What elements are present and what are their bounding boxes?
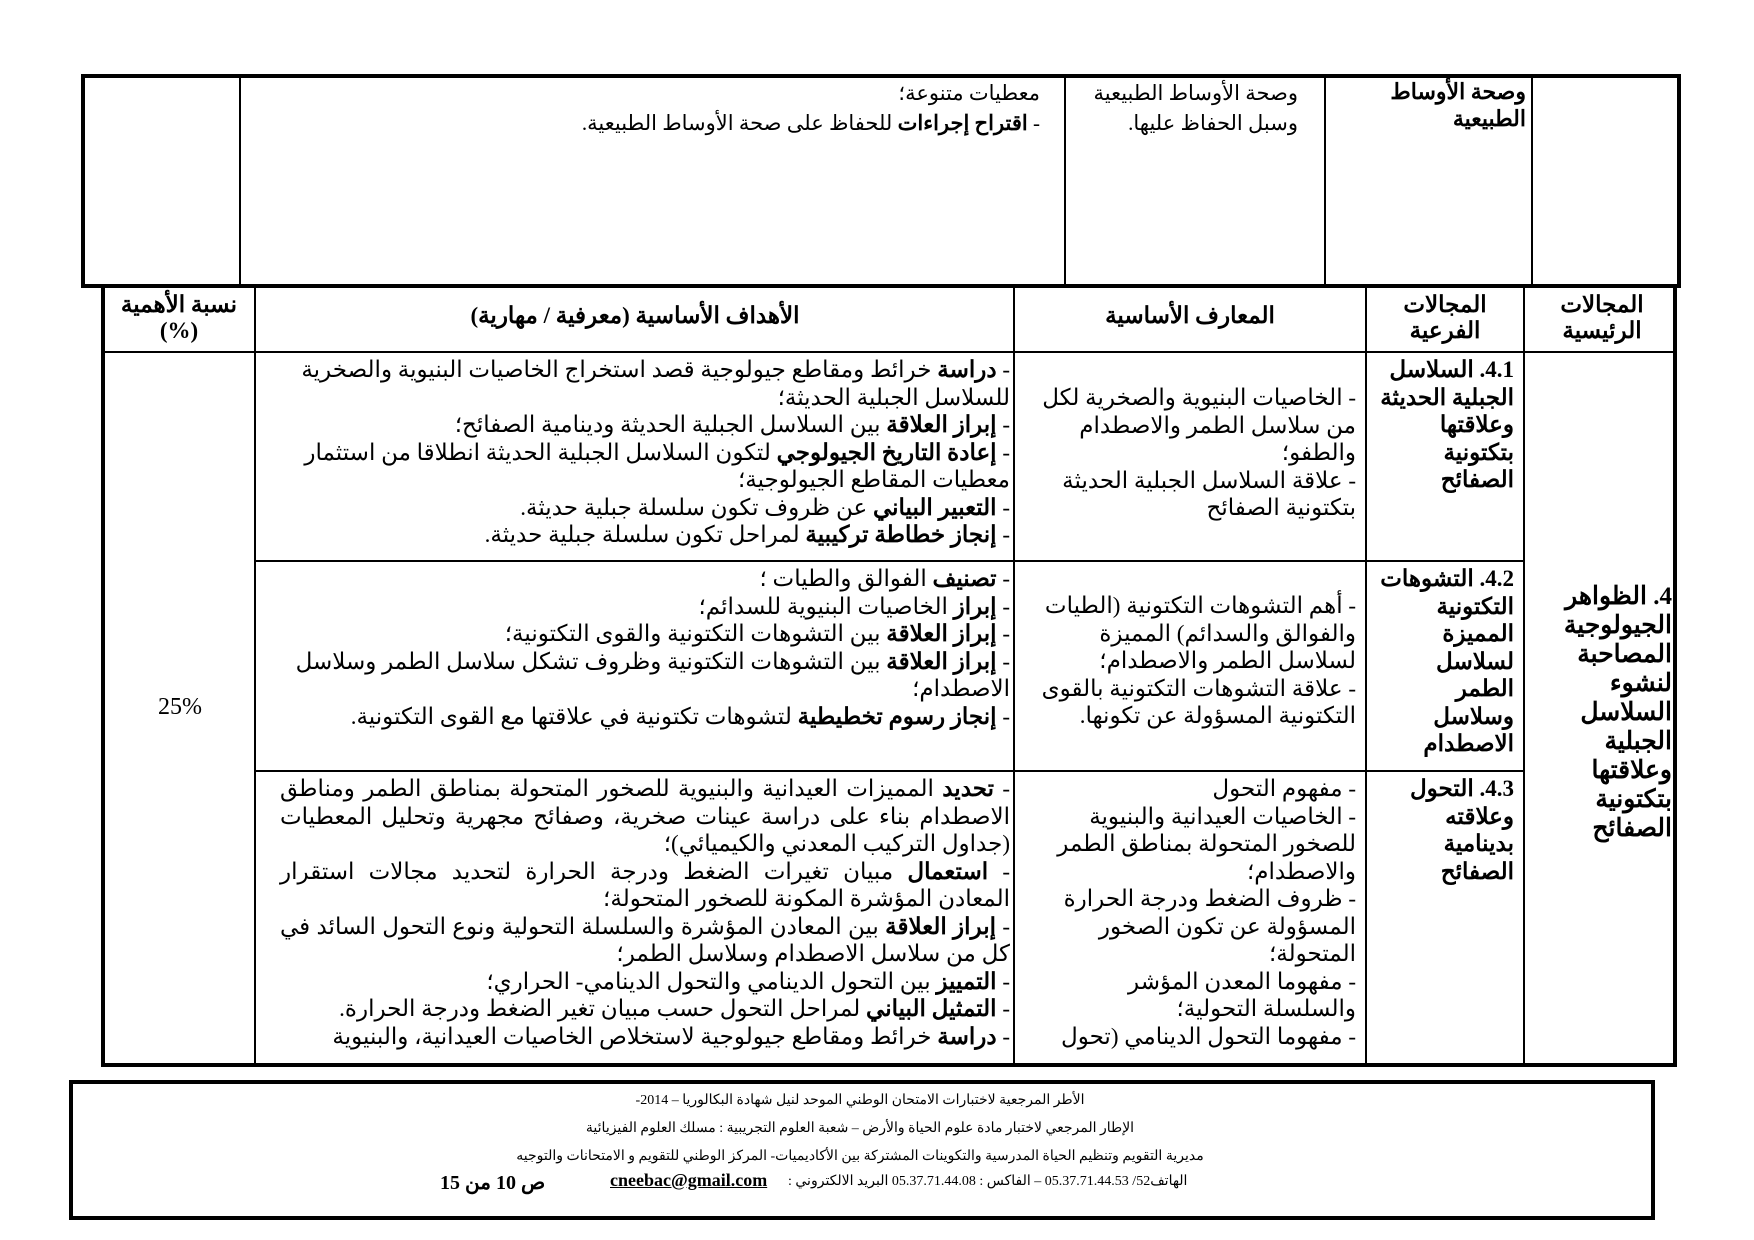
objective-line: - دراسة خرائط ومقاطع جيولوجية قصد استخراج الخاصيات البنيوية والصخرية للسلاسل الجبلية الحديثة؛ (301, 357, 1010, 410)
objective-line: - اقتراح إجراءات للحفاظ على صحة الأوساط الطبيعية. (581, 111, 1040, 135)
objective-line: - إنجاز رسوم تخطيطية لتشوهات تكتونية في علاقتها مع القوى التكتونية. (350, 703, 1010, 729)
objective-line: - التعبير البياني عن ظروف تكون سلسلة جبلية حديثة. (520, 494, 1010, 520)
knowledge-line: - مفهوم التحول (1212, 776, 1356, 801)
objective-line: - استعمال مبيان تغيرات الضغط ودرجة الحرارة لتحديد مجالات استقرار المعادن المؤشرة المكونة للصخور المتحولة؛ (280, 858, 1010, 911)
knowledge-4-2 (1030, 592, 1356, 730)
top-subdomain-cell: وصحة الأوساط الطبيعية وسبل الحفاظ عليها. (1093, 81, 1298, 135)
knowledge-line: - علاقة السلاسل الجبلية الحديثة بتكتونية الصفائح (1062, 467, 1356, 520)
objective-line: - إبراز العلاقة بين التشوهات التكتونية والقوى التكتونية؛ (504, 621, 1010, 646)
footer-line-2: الإطار المرجعي لاختبار مادة علوم الحياة والأرض – شعبة العلوم التجريبية : مسلك العلوم الفيزيائية (585, 1121, 1135, 1136)
objective-line: - دراسة خرائط ومقاطع جيولوجية لاستخلاص الخاصيات العيدانية، والبنيوية (332, 1023, 1010, 1049)
footer (90, 1087, 1630, 1171)
header-objectives: الأهداف الأساسية (معرفية / مهارية) (470, 303, 800, 328)
objectives-4-1 (280, 356, 1010, 549)
top-objectives-cell (300, 78, 1040, 138)
objectives-4-3 (280, 775, 1010, 1050)
objectives-4-2 (280, 565, 1010, 730)
page-number: ص 10 من 15 (440, 1172, 546, 1194)
sub-domain-4-3: 4.3. التحول وعلاقته بدينامية الصفائح (1409, 776, 1514, 884)
knowledge-line: - الخاصيات العيدانية والبنيوية للصخور المتحولة بمناطق الطمر والاصطدام؛ (1057, 803, 1356, 884)
footer-contact-row (440, 1170, 1280, 1200)
email-link[interactable]: cneebac@gmail.com (610, 1170, 768, 1190)
objective-line: - التمثيل البياني لمراحل التحول حسب مبيان تغير الضغط ودرجة الحرارة. (339, 996, 1010, 1021)
objective-line: - تصنيف الفوالق والطيات ؛ (759, 566, 1010, 591)
knowledge-4-1 (1030, 384, 1356, 522)
header-weight: نسبة الأهمية (%) (120, 292, 238, 343)
footer-line-3: مديرية التقويم وتنظيم الحياة المدرسية والتكوينات المشتركة بين الأكاديميات- المركز الوطني للتقويم و الامتحانات والتوجيه (516, 1149, 1204, 1164)
objective-line: - إنجاز خطاطة تركيبية لمراحل تكون سلسلة جبلية حديثة. (484, 522, 1010, 547)
footer-contact: الهاتف52/ 05.37.71.44.53 – الفاكس : 05.37.71.44.08 البريد الالكتروني : (788, 1174, 1188, 1189)
knowledge-line: - الخاصيات البنيوية والصخرية لكل من سلاسل الطمر والاصطدام والطفو؛ (1042, 385, 1356, 465)
objective-line: - إبراز الخاصيات البنيوية للسدائم؛ (698, 593, 1010, 619)
top-domain-cell: وصحة الأوساط الطبيعية (1390, 79, 1526, 131)
objective-line: - إبراز العلاقة بين التشوهات التكتونية وظروف تشكل سلاسل الطمر وسلاسل الاصطدام؛ (295, 648, 1010, 701)
knowledge-line: - أهم التشوهات التكتونية (الطيات والفوالق والسدائم) المميزة لسلاسل الطمر والاصطدام؛ (1044, 593, 1356, 673)
objective-line: - إبراز العلاقة بين المعادن المؤشرة والسلسلة التحولية ونوع التحول السائد في كل من سلاسل الاصطدام وسلاسل الطمر؛ (280, 913, 1010, 966)
knowledge-4-3 (1030, 775, 1356, 1050)
knowledge-line: - ظروف الضغط ودرجة الحرارة المسؤولة عن تكون الصخور المتحولة؛ (1063, 886, 1356, 966)
weight-value: 25% (158, 694, 202, 720)
sub-domain-4-2: 4.2. التشوهات التكتونية المميزة لسلاسل الطمر وسلاسل الاصطدام (1380, 566, 1514, 756)
objective-line: - تحديد المميزات العيدانية والبنيوية للصخور المتحولة بمناطق الطمر ومناطق الاصطدام بناء على دراسة عينات صخرية، وصفائح مجهرية وتحليل المعطيات (جداول التركيب المعدني والكيميائي)؛ (280, 776, 1011, 856)
objective-line: - التمييز بين التحول الدينامي والتحول الدينامي- الحراري؛ (486, 968, 1010, 994)
knowledge-line: - علاقة التشوهات التكتونية بالقوى التكتونية المسؤولة عن تكونها. (1041, 675, 1356, 728)
knowledge-line: - مفهوما التحول الدينامي (تحول (1060, 1023, 1356, 1049)
objective-line: - إبراز العلاقة بين السلاسل الجبلية الحديثة ودينامية الصفائح؛ (454, 412, 1010, 437)
footer-line-1: الأطر المرجعية لاختبارات الامتحان الوطني الموحد لنيل شهادة البكالوريا – 2014- (635, 1093, 1085, 1108)
header-sub-domain: المجالات الفرعية (1403, 292, 1487, 343)
sub-domain-4-1: 4.1. السلاسل الجبلية الحديثة وعلاقتها بتكتونية الصفائح (1380, 357, 1514, 492)
objective-line: - إعادة التاريخ الجيولوجي لتكون السلاسل الجبلية الحديثة انطلاقا من استثمار معطيات المقاطع الجيولوجية؛ (304, 439, 1010, 492)
header-main-domain: المجالات الرئيسية (1560, 292, 1644, 343)
header-knowledge: المعارف الأساسية (1105, 303, 1275, 328)
main-domain-cell: 4. الظواهر الجيولوجية المصاحبة لنشوء السلاسل الجبلية وعلاقتها بتكتونية الصفائح (1563, 583, 1672, 842)
objective-line: معطيات متنوعة؛ (898, 81, 1040, 105)
knowledge-line: - مفهوما المعدن المؤشر والسلسلة التحولية؛ (1128, 968, 1356, 1021)
